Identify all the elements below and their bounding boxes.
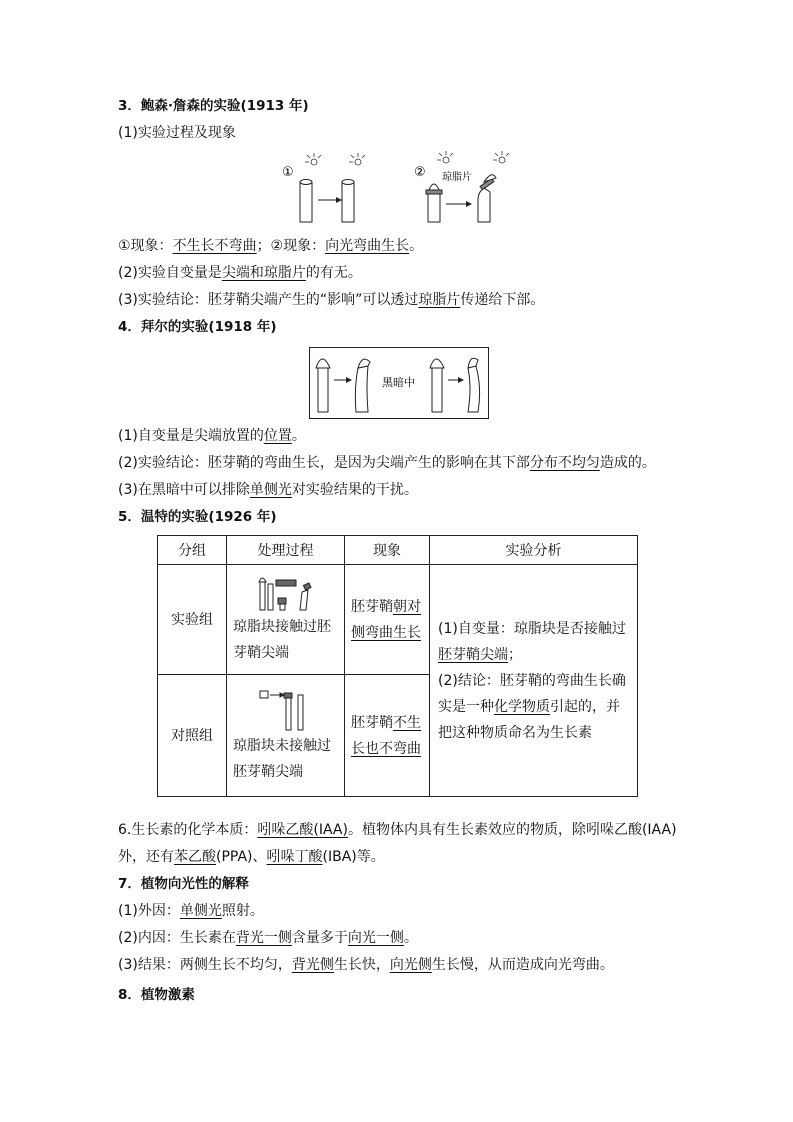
fig-agar-label: 琼脂片 <box>442 172 472 183</box>
section-3-sub1: (1)实验过程及现象 <box>118 125 236 141</box>
coleoptile-bent <box>478 175 496 222</box>
experiment-illustration <box>256 574 316 612</box>
coleoptile-bent <box>468 358 480 412</box>
fig-num-1: ① <box>282 165 294 180</box>
section-4-line2: (2)实验结论：胚芽鞘的弯曲生长，是因为尖端产生的影响在其下部分布不均匀造成的。 <box>118 455 656 471</box>
phenomenon-cell: 胚芽鞘不生长也不弯曲 <box>345 675 430 797</box>
table-header: 处理过程 <box>227 536 345 565</box>
coleoptile-with-agar <box>426 184 442 222</box>
section-5-heading: 5．温特的实验(1926 年) <box>118 509 277 525</box>
analysis-cell: (1)自变量：琼脂块是否接触过胚芽鞘尖端； (2)结论：胚芽鞘的弯曲生长确实是一种化学物质引起的，并把这种物质命名为生长素 <box>430 565 638 797</box>
section-4-heading: 4．拜尔的实验(1918 年) <box>118 319 277 335</box>
table-header: 分组 <box>158 536 227 565</box>
light-icon <box>437 151 453 163</box>
went-experiment-table <box>157 535 638 797</box>
group-cell: 实验组 <box>158 565 227 675</box>
coleoptile-tip-offset <box>316 359 330 412</box>
section-6-line2: 外，还有苯乙酸(PPA)、吲哚丁酸(IBA)等。 <box>118 849 385 865</box>
fig-num-2: ② <box>414 165 426 180</box>
group-cell: 对照组 <box>158 675 227 797</box>
table-row <box>158 565 638 675</box>
light-icon <box>349 153 365 165</box>
section-3-conclusion: (3)实验结论：胚芽鞘尖端产生的“影响”可以透过琼脂片传递给下部。 <box>118 292 545 308</box>
coleoptile-tip-offset <box>430 359 444 412</box>
section-6-line1: 6.生长素的化学本质：吲哚乙酸(IAA)。植物体内具有生长素效应的物质，除吲哚乙酸(IAA) <box>118 822 677 838</box>
section-8-heading: 8．植物激素 <box>118 987 195 1003</box>
paal-figure <box>309 347 489 419</box>
coleoptile-cut <box>342 180 354 223</box>
process-cell: 琼脂块未接触过胚芽鞘尖端 <box>227 675 345 797</box>
section-7-heading: 7．植物向光性的解释 <box>118 876 249 892</box>
fig-dark-label: 黑暗中 <box>382 376 415 389</box>
section-3-variable: (2)实验自变量是尖端和琼脂片的有无。 <box>118 265 362 281</box>
table-header-row <box>158 536 638 565</box>
coleoptile-cut <box>300 180 312 223</box>
light-icon <box>493 151 509 163</box>
control-illustration <box>256 687 316 731</box>
process-cell: 琼脂块接触过胚芽鞘尖端 <box>227 565 345 675</box>
section-7-line2: (2)内因：生长素在背光一侧含量多于向光一侧。 <box>118 930 418 946</box>
section-4-line3: (3)在黑暗中可以排除单侧光对实验结果的干扰。 <box>118 482 418 498</box>
section-3-heading: 3．鲍森·詹森的实验(1913 年) <box>118 98 309 114</box>
table-header: 现象 <box>345 536 430 565</box>
section-7-line1: (1)外因：单侧光照射。 <box>118 903 264 919</box>
section-7-line3: (3)结果：两侧生长不均匀，背光侧生长快，向光侧生长慢，从而造成向光弯曲。 <box>118 957 614 973</box>
table-header: 实验分析 <box>430 536 638 565</box>
phenomenon-cell: 胚芽鞘朝对侧弯曲生长 <box>345 565 430 675</box>
section-4-line1: (1)自变量是尖端放置的位置。 <box>118 428 306 444</box>
boysen-jensen-figure <box>280 150 520 226</box>
light-icon <box>305 153 321 165</box>
section-3-observation: ①现象：不生长不弯曲；②现象：向光弯曲生长。 <box>118 238 424 254</box>
coleoptile-bent <box>355 359 370 412</box>
